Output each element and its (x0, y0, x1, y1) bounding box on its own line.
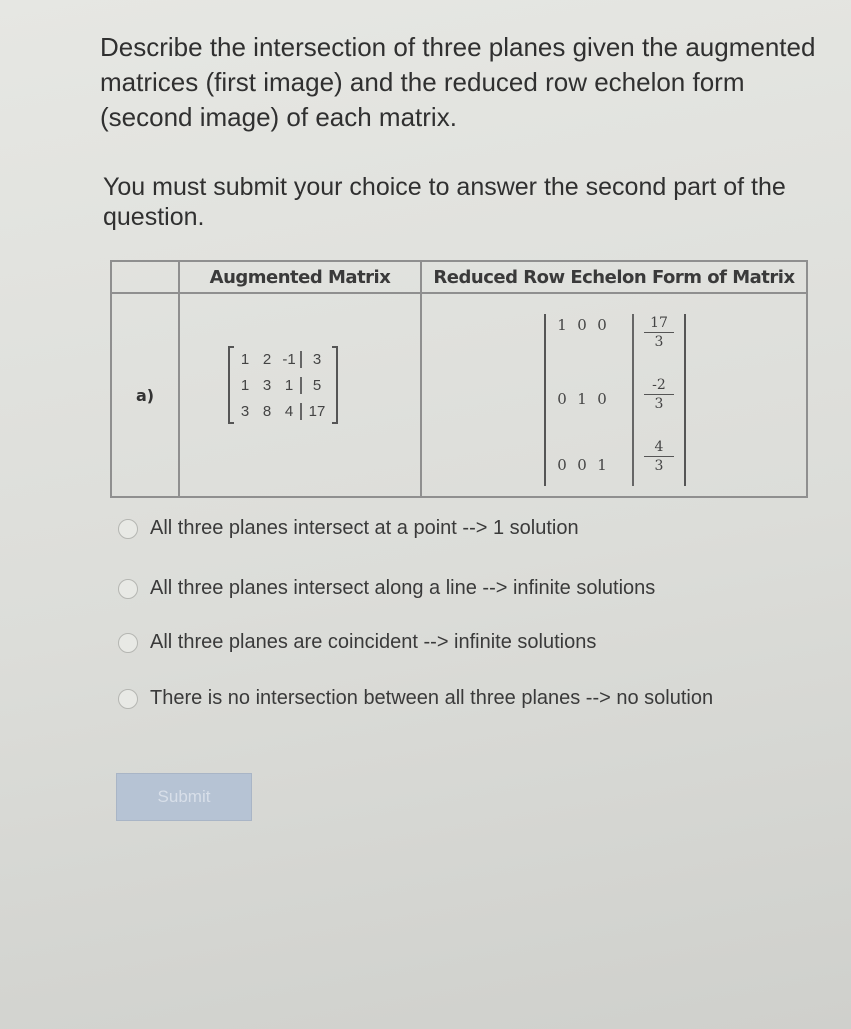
row-label: a) (111, 293, 179, 497)
question-title: Describe the intersection of three planes given the augmented matrices (first image) and the reduced row echelon form (second image) of each matrix. (100, 32, 816, 132)
option-point[interactable] (118, 516, 750, 540)
matrix-entry: 3 (240, 402, 250, 420)
rref-row (552, 316, 612, 334)
fraction (644, 314, 674, 351)
matrix-entry: 1 (557, 316, 567, 334)
option-line[interactable] (118, 576, 750, 600)
matrix-entry: 1 (240, 350, 250, 368)
matrix-entry: 0 (597, 390, 607, 408)
rref-row (552, 456, 612, 474)
fraction-numerator: 4 (644, 438, 674, 457)
matrix-entry: 17 (300, 403, 332, 420)
matrix-entry: 0 (577, 316, 587, 334)
matrix-entry: 0 (557, 390, 567, 408)
matrix-entry: 0 (597, 316, 607, 334)
option-no-intersection[interactable] (118, 686, 750, 710)
header-blank (111, 261, 179, 293)
matrix-entry: 1 (240, 376, 250, 394)
augmented-row (234, 346, 332, 372)
matrix-entry: 8 (262, 402, 272, 420)
augment-divider (632, 314, 634, 486)
matrix-entry: 2 (262, 350, 272, 368)
header-augmented: Augmented Matrix (179, 261, 421, 293)
matrix-entry: 3 (300, 351, 332, 368)
rref-matrix-cell (421, 293, 807, 497)
option-coincident[interactable] (118, 630, 750, 654)
fraction-numerator: -2 (644, 376, 674, 395)
matrix-entry: 1 (577, 390, 587, 408)
matrix-entry: 0 (557, 456, 567, 474)
matrix-table (110, 260, 808, 498)
fraction-denominator: 3 (654, 396, 664, 412)
fraction-numerator: 17 (644, 314, 674, 333)
question-note: You must submit your choice to answer the second part of the question. (103, 173, 786, 231)
option-label[interactable]: All three planes intersect along a line --> infinite solutions (150, 577, 656, 599)
matrix-entry: 0 (577, 456, 587, 474)
matrix-entry: 1 (597, 456, 607, 474)
matrix-entry: 4 (284, 402, 294, 420)
option-label[interactable]: All three planes intersect at a point --> 1 solution (150, 517, 579, 539)
augmented-row (234, 372, 332, 398)
option-label[interactable]: All three planes are coincident --> infinite solutions (150, 631, 597, 653)
augmented-row (234, 398, 332, 424)
augmented-matrix-cell (179, 293, 421, 497)
matrix-entry: 3 (262, 376, 272, 394)
radio-button[interactable] (118, 519, 138, 539)
matrix-entry: 1 (284, 376, 294, 394)
fraction (644, 438, 674, 475)
rref-matrix (544, 314, 686, 486)
radio-button[interactable] (118, 633, 138, 653)
fraction-denominator: 3 (654, 334, 664, 350)
radio-button[interactable] (118, 579, 138, 599)
option-label[interactable]: There is no intersection between all three planes --> no solution (150, 687, 714, 709)
rref-row (552, 390, 612, 408)
fraction-denominator: 3 (654, 458, 664, 474)
header-rref: Reduced Row Echelon Form of Matrix (421, 261, 807, 293)
matrix-entry: -1 (282, 350, 296, 368)
augmented-matrix (228, 346, 338, 424)
fraction (644, 376, 674, 413)
radio-button[interactable] (118, 689, 138, 709)
submit-button[interactable]: Submit (116, 773, 252, 821)
matrix-entry: 5 (300, 377, 332, 394)
